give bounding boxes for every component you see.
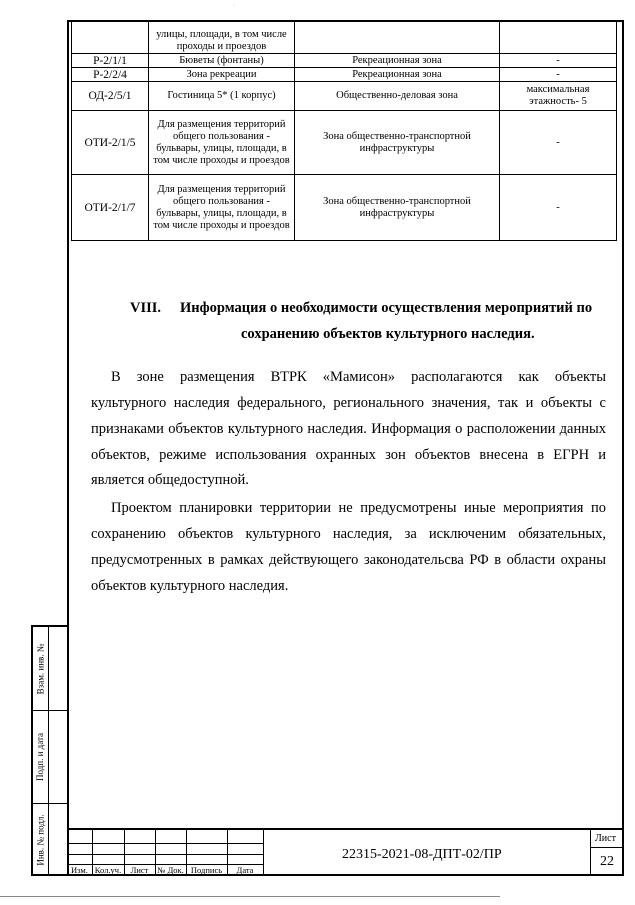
original-inventory-label: Инв. № подл. <box>35 814 46 866</box>
cell-purpose: Для размещения территорий общего пользования - бульвары, улицы, площади, в том числе проходы и проездов <box>149 175 295 241</box>
zone-table <box>71 20 617 241</box>
replacement-inventory-label: Взам. инв. № <box>35 643 46 694</box>
title-block <box>67 828 624 876</box>
sheet-number: 22 <box>600 854 614 869</box>
cell-note <box>500 21 617 54</box>
cell-purpose: Зона рекреации <box>149 68 295 82</box>
cell-code: ОД-2/5/1 <box>72 82 149 111</box>
cell-zone: Общественно-деловая зона <box>295 82 500 111</box>
cell-zone: Зона общественно-транспортной инфраструктуры <box>295 175 500 241</box>
sheet-label: Лист <box>595 833 616 844</box>
scan-edge-line <box>0 896 500 897</box>
table-row <box>72 54 617 68</box>
table-row <box>72 21 617 54</box>
paragraph-line: является общедоступной. <box>91 472 249 488</box>
table-row <box>72 175 617 241</box>
col-change-label: Изм. <box>71 865 88 875</box>
col-sheet-label: Лист <box>130 865 149 875</box>
cell-note: максимальная этажность- 5 <box>500 82 617 111</box>
paragraph-line: объектов культурного наследия. <box>91 578 289 594</box>
cell-code: Р-2/2/4 <box>72 68 149 82</box>
paragraph-line: Проектом планировки территории не предусмотрены иные мероприятия по <box>111 500 606 516</box>
cell-note: - <box>500 68 617 82</box>
cell-code <box>72 21 149 54</box>
paragraph-line: сохранению объектов культурного наследия, за исключеним обязательных, <box>91 526 606 542</box>
cell-code: ОТИ-2/1/7 <box>72 175 149 241</box>
cell-zone <box>295 21 500 54</box>
cell-note: - <box>500 175 617 241</box>
cell-purpose: Бюветы (фонтаны) <box>149 54 295 68</box>
paragraph-line: признаками объектов культурного наследия. Информация о расположении данных <box>91 421 606 437</box>
cell-zone: Рекреационная зона <box>295 68 500 82</box>
paragraph-line: культурного наследия федерального, регионального значения, так и объекты с <box>91 395 606 411</box>
table-row <box>72 68 617 82</box>
col-count-label: Кол.уч. <box>94 865 122 875</box>
margin-stamp-table <box>31 625 67 876</box>
paragraph-line: предусмотренных в рамках действующего законодательсва РФ в области охраны <box>91 552 606 568</box>
paragraph-line: В зоне размещения ВТРК «Мамисон» располагаются как объекты <box>111 369 606 385</box>
cell-code: ОТИ-2/1/5 <box>72 111 149 175</box>
cell-purpose: улицы, площади, в том числе проходы и проездов <box>149 21 295 54</box>
paragraph-line: объектов, режиме использования охранных зон объектов внесена в ЕГРН и <box>91 447 606 463</box>
section-title-line-1: Информация о необходимости осуществления мероприятий по <box>180 300 593 316</box>
section-number: VIII. <box>130 300 162 316</box>
signature-date-label: Подп. и дата <box>35 732 46 782</box>
scan-mark: · <box>233 3 235 9</box>
table-row <box>72 111 617 175</box>
document-code: 22315-2021-08-ДПТ-02/ПР <box>342 847 502 862</box>
table-row <box>72 82 617 111</box>
cell-zone: Зона общественно-транспортной инфраструктуры <box>295 111 500 175</box>
cell-note: - <box>500 111 617 175</box>
col-doc-label: № Док. <box>157 865 184 875</box>
cell-note: - <box>500 54 617 68</box>
col-signature-label: Подпись <box>190 865 223 875</box>
col-date-label: Дата <box>236 865 254 875</box>
section-title-line-2: сохранению объектов культурного наследия. <box>241 326 535 342</box>
cell-purpose: Для размещения территорий общего пользования - бульвары, улицы, площади, в том числе проходы и проездов <box>149 111 295 175</box>
cell-purpose: Гостиница 5* (1 корпус) <box>149 82 295 111</box>
cell-code: Р-2/1/1 <box>72 54 149 68</box>
cell-zone: Рекреационная зона <box>295 54 500 68</box>
